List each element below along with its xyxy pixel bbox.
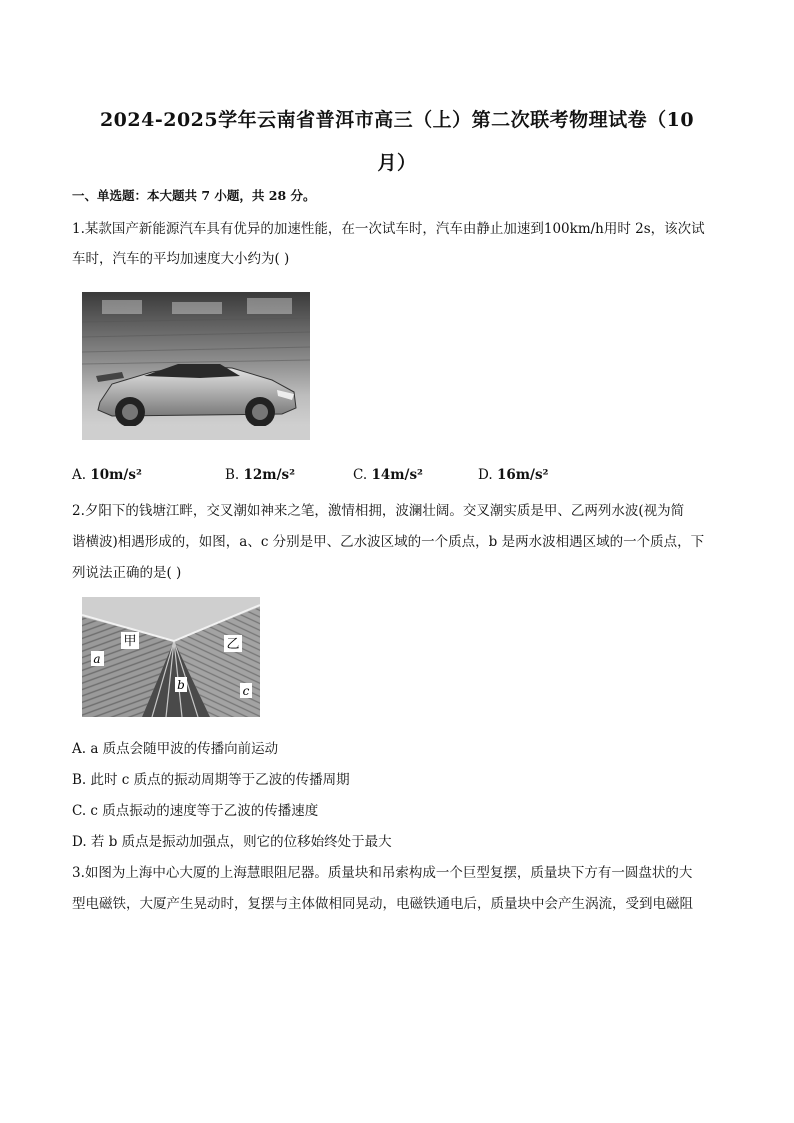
q2-stem-line-2: 谐横波)相遇形成的，如图，a、c 分别是甲、乙水波区域的一个质点，b 是两水波相遇区域的一个质点，下 [72,534,705,550]
exam-title-line-2: 月） [377,152,417,174]
q1-options [72,467,712,487]
q2-option-d: D. 若 b 质点是振动加强点，则它的位移始终处于最大 [72,834,392,850]
q2-option-a: A. a 质点会随甲波的传播向前运动 [72,741,279,757]
q1-option-a: A. 10m/s² [72,467,142,483]
q1-option-b: B. 12m/s² [225,467,296,483]
q2-stem-line-1: 2.夕阳下的钱塘江畔，交叉潮如神来之笔，激情相拥，波澜壮阔。交叉潮实质是甲、乙两列水波(视为简 [72,503,685,519]
exam-title-line-1: 2024-2025学年云南省普洱市高三（上）第二次联考物理试卷（10 [99,109,695,131]
q2-option-c: C. c 质点振动的速度等于乙波的传播速度 [72,803,319,819]
q3-stem-line-1: 3.如图为上海中心大厦的上海慧眼阻尼器。质量块和吊索构成一个巨型复摆，质量块下方有一圆盘状的大 [72,865,693,881]
q2-label-a: a [93,652,101,666]
q2-label-b: b [177,678,185,692]
q1-option-c: C. 14m/s² [353,467,423,483]
q3-stem-line-2: 型电磁铁，大厦产生晃动时，复摆与主体做相同晃动，电磁铁通电后，质量块中会产生涡流，受到电磁阻 [72,896,693,912]
q1-option-d: D. 16m/s² [478,467,549,483]
q2-stem-line-3: 列说法正确的是( ) [72,565,182,581]
section-heading: 一、单选题：本大题共 7 小题，共 28 分。 [72,188,316,203]
q1-stem-line-2: 车时，汽车的平均加速度大小约为( ) [72,251,290,267]
q1-car-photo [82,292,310,440]
q1-stem-line-1: 1.某款国产新能源汽车具有优异的加速性能，在一次试车时，汽车由静止加速到100km/h用时 2s，该次试 [72,221,705,237]
q2-option-b: B. 此时 c 质点的振动周期等于乙波的传播周期 [72,772,350,788]
q2-tide-photo [82,597,260,717]
q2-label-jia: 甲 [123,634,137,649]
q2-label-c: c [242,684,250,698]
q2-label-yi: 乙 [226,637,240,652]
